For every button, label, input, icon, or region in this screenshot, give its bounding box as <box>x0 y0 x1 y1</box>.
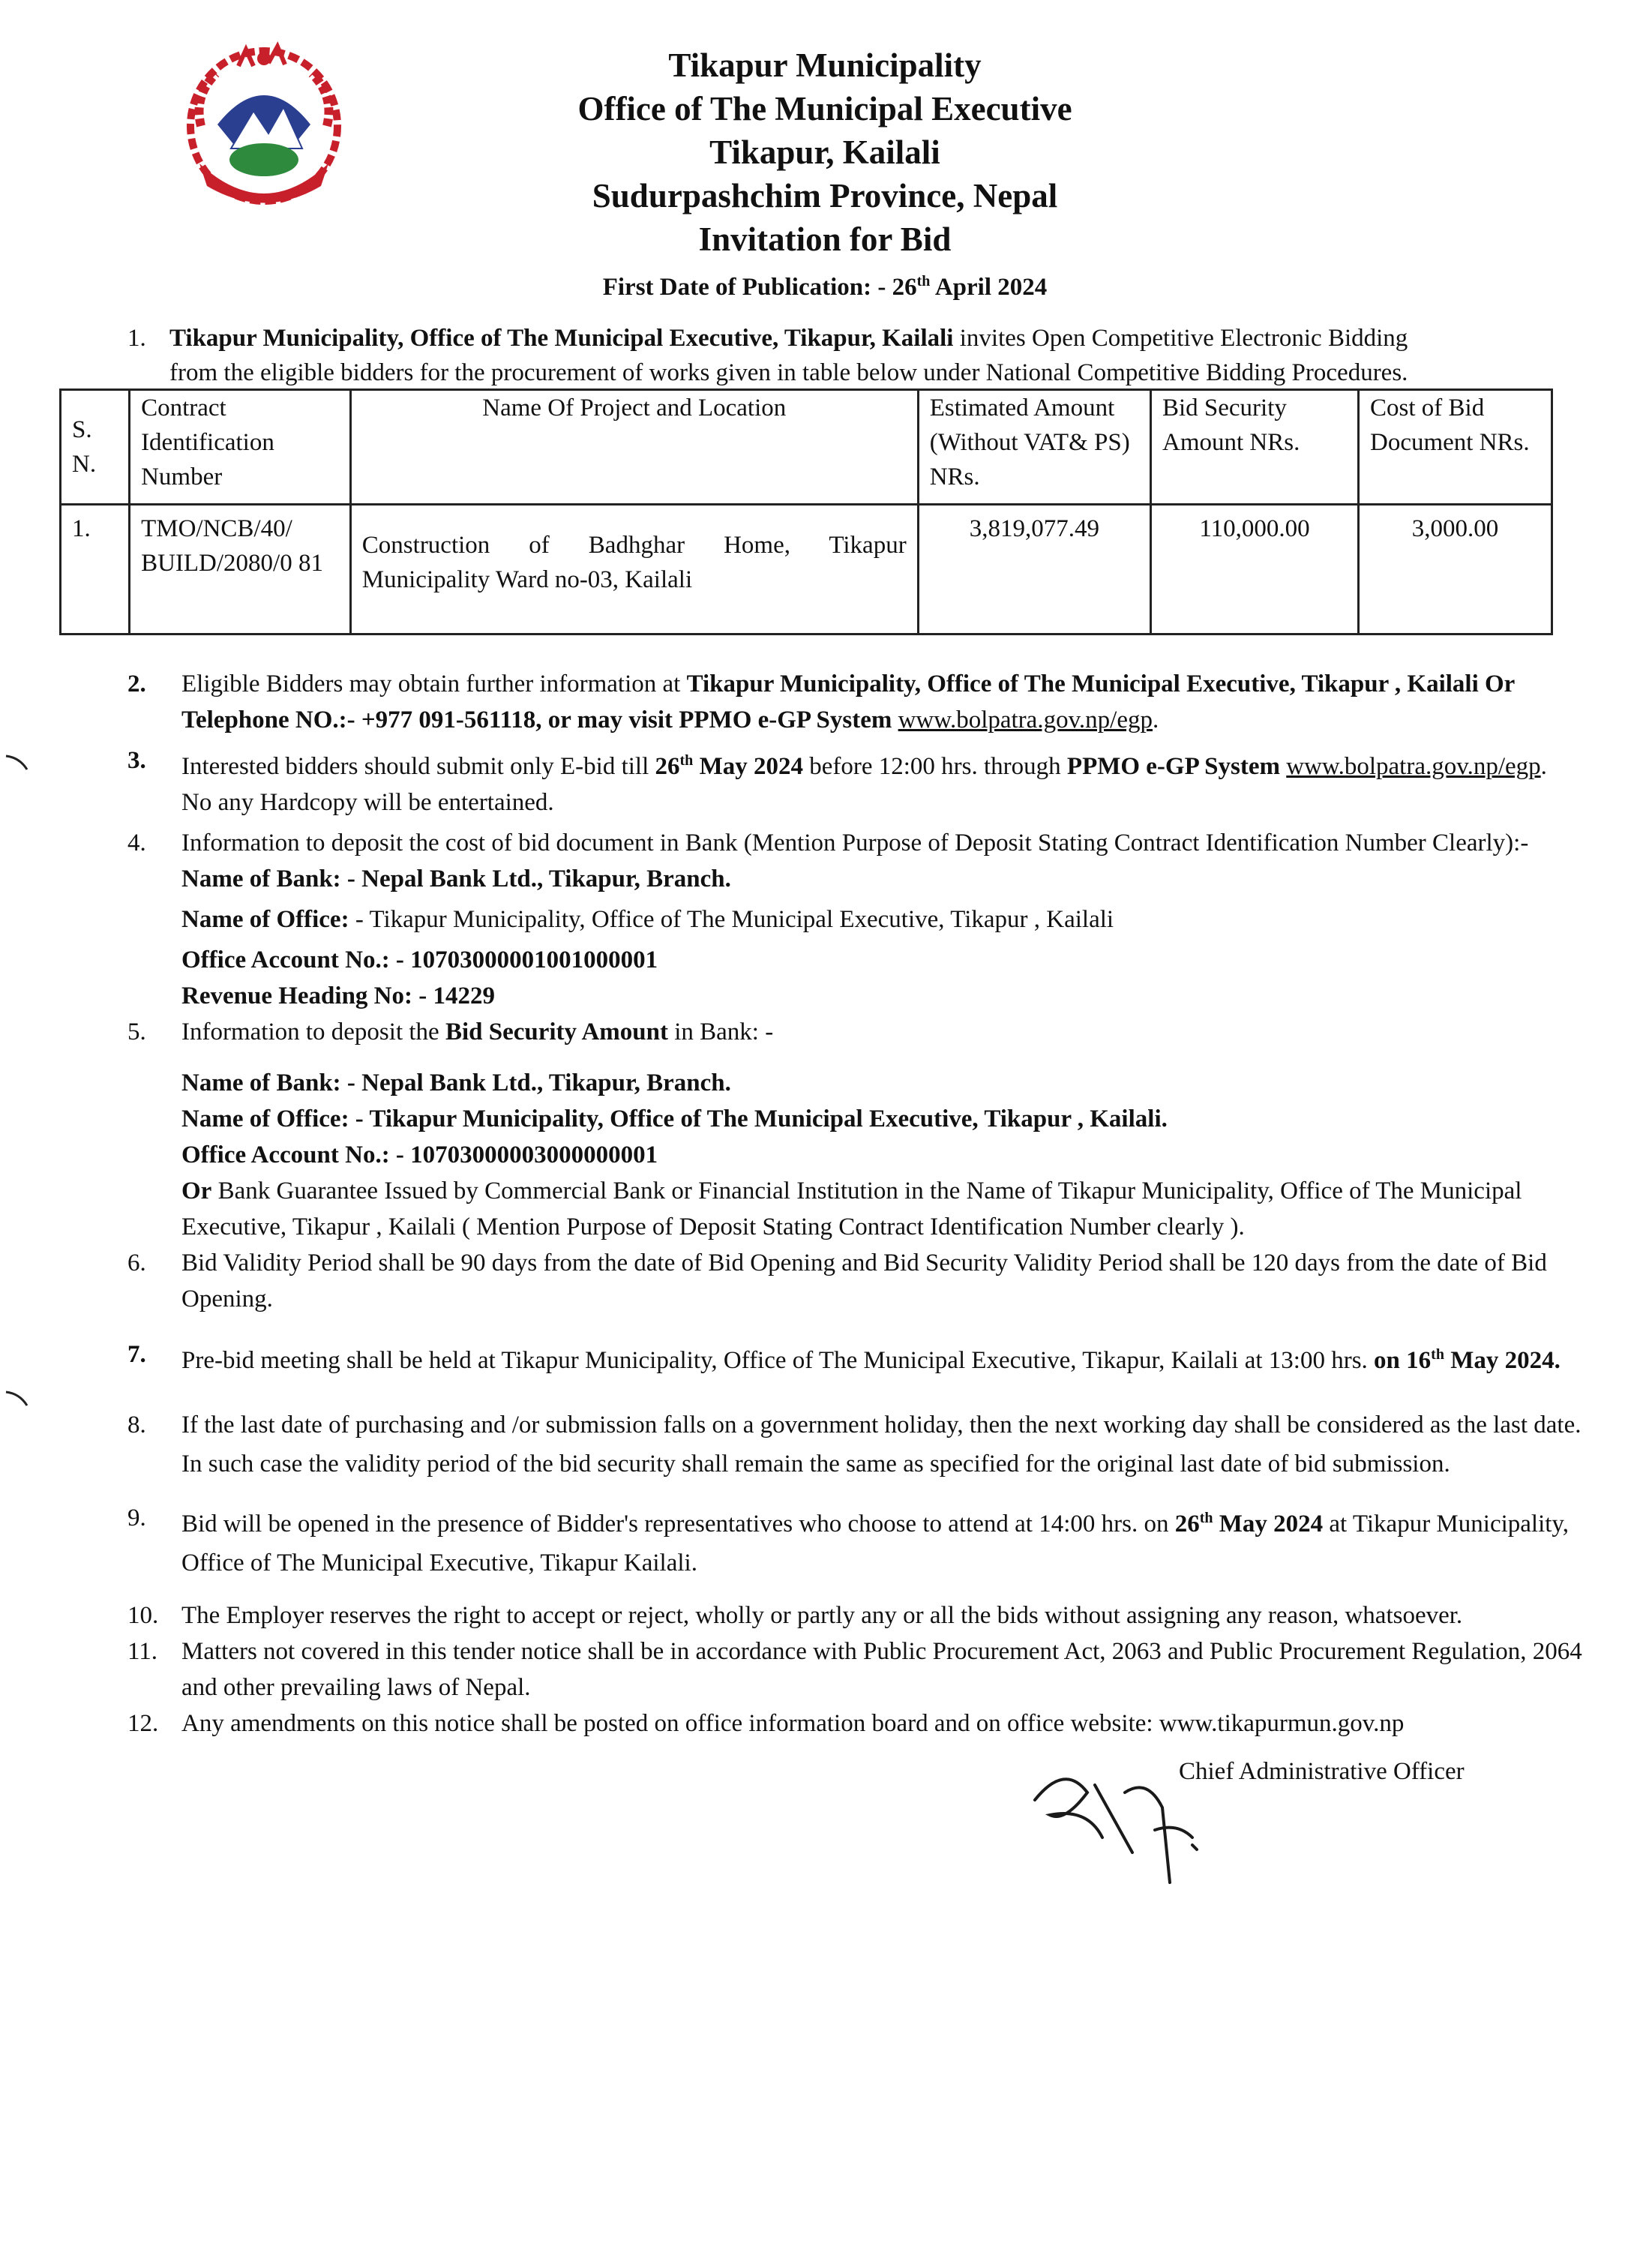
document-header <box>420 44 1230 306</box>
item-2: 2. Eligible Bidders may obtain further information at Tikapur Municipality, Office of The Municipal Executive, Tikapur , Kailali Or Telephone NO.:- +977 091-561118, or may visit PPMO e-GP System www.bolpatra.gov.np/egp. <box>127 670 1515 734</box>
municipality-name: Tikapur Municipality <box>668 46 982 84</box>
intro-paragraph: 1. Tikapur Municipality, Office of The Municipal Executive, Tikapur, Kailali invites Open Competitive Electronic Bidding from the eligible bidders for the procurement of works given in table below under National Competitive Bidding Procedures. <box>127 321 1522 390</box>
cell-estimated-amount: 3,819,077.49 <box>918 505 1150 634</box>
item-11: 11. Matters not covered in this tender notice shall be in accordance with Public Procurement Act, 2063 and Public Procurement Regulation, 2064 and other prevailing laws of Nepal. <box>127 1638 1582 1701</box>
cell-sn: 1. <box>61 505 130 634</box>
header-contract-id: Contract Identification Number <box>130 390 351 505</box>
item-3: 3. Interested bidders should submit only E-bid till 26th May 2024 before 12:00 hrs. through PPMO e-GP System www.bolpatra.gov.np/egp. No any Hardcopy will be entertained. <box>127 747 1547 816</box>
item-10: 10. The Employer reserves the right to accept or reject, wholly or partly any or all the bids without assigning any reason, whatsoever. <box>127 1602 1463 1629</box>
bid-table <box>59 388 1553 635</box>
handwritten-signature <box>1020 1755 1245 1905</box>
item-5: 5. Information to deposit the Bid Security Amount in Bank: - Name of Bank: - Nepal Bank Ltd., Tikapur, Branch. Name of Office: - Tikapur Municipality, Office of The Municipal Executive, Tikapur , Kailali. Office Account No.: - 10703000003000000001 Or Bank Guarantee Issued by Commercial Bank or Financial Institution in the Name of Tikapur Municipality, Office of The Municipal Executive, Tikapur , Kailali ( Mention Purpose of Deposit Stating Contract Identification Number clearly ). <box>127 1018 1522 1240</box>
item-7: 7. Pre-bid meeting shall be held at Tikapur Municipality, Office of The Municipal Executive, Tikapur, Kailali at 13:00 hrs. on 16th May 2024. <box>127 1341 1561 1374</box>
header-project-name: Name Of Project and Location <box>350 390 918 505</box>
item-12: 12. Any amendments on this notice shall be posted on office information board and on office website: www.tikapurmun.gov.np <box>127 1710 1405 1737</box>
item-9: 9. Bid will be opened in the presence of Bidder's representatives who choose to attend at 14:00 hrs. on 26th May 2024 at Tikapur Municipality, Office of The Municipal Executive, Tikapur Kailali. <box>127 1504 1570 1576</box>
item-number: 1. <box>127 325 146 352</box>
location-line: Tikapur, Kailali <box>709 134 940 171</box>
cell-project-name: Construction of Badhghar Home, Tikapur Municipality Ward no-03, Kailali <box>350 505 918 634</box>
header-bid-security: Bid Security Amount NRs. <box>1150 390 1358 505</box>
cell-contract-id: TMO/NCB/40/ BUILD/2080/0 81 <box>130 505 351 634</box>
item-4: 4. Information to deposit the cost of bid document in Bank (Mention Purpose of Deposit Stating Contract Identification Number Clearly):- Name of Bank: - Nepal Bank Ltd., Tikapur, Branch. Name of Office: - Tikapur Municipality, Office of The Municipal Executive, Tikapur , Kailali Office Account No.: - 10703000001001000001 Revenue Heading No: - 14229 <box>127 830 1529 1010</box>
header-estimated-amount: Estimated Amount (Without VAT& PS) NRs. <box>918 390 1150 505</box>
header-cost-of-document: Cost of Bid Document NRs. <box>1359 390 1552 505</box>
margin-mark <box>4 753 30 771</box>
egp-link[interactable]: www.bolpatra.gov.np/egp <box>898 706 1153 734</box>
cell-cost-of-document: 3,000.00 <box>1359 505 1552 634</box>
table-header-row <box>61 390 1552 505</box>
table-row <box>61 505 1552 634</box>
signatory-title: Chief Administrative Officer <box>1179 1758 1465 1785</box>
header-sn: S. N. <box>61 390 130 505</box>
nepal-emblem-logo <box>178 36 349 210</box>
margin-mark <box>4 1389 30 1407</box>
cell-bid-security: 110,000.00 <box>1150 505 1358 634</box>
item-6: 6. Bid Validity Period shall be 90 days from the date of Bid Opening and Bid Security Validity Period shall be 120 days from the date of Bid Opening. <box>127 1250 1547 1312</box>
item-8: 8. If the last date of purchasing and /or submission falls on a government holiday, then the next working day shall be considered as the last date. In such case the validity period of the bid security shall remain the same as specified for the original last date of bid submission. <box>127 1412 1582 1478</box>
egp-link[interactable]: www.bolpatra.gov.np/egp <box>1286 753 1541 780</box>
notice-title: Invitation for Bid <box>698 220 952 258</box>
province-line: Sudurpashchim Province, Nepal <box>592 177 1058 214</box>
publication-date: First Date of Publication: - 26th April 2024 <box>602 273 1048 301</box>
office-name: Office of The Municipal Executive <box>577 90 1072 128</box>
notice-items <box>127 666 1582 1742</box>
